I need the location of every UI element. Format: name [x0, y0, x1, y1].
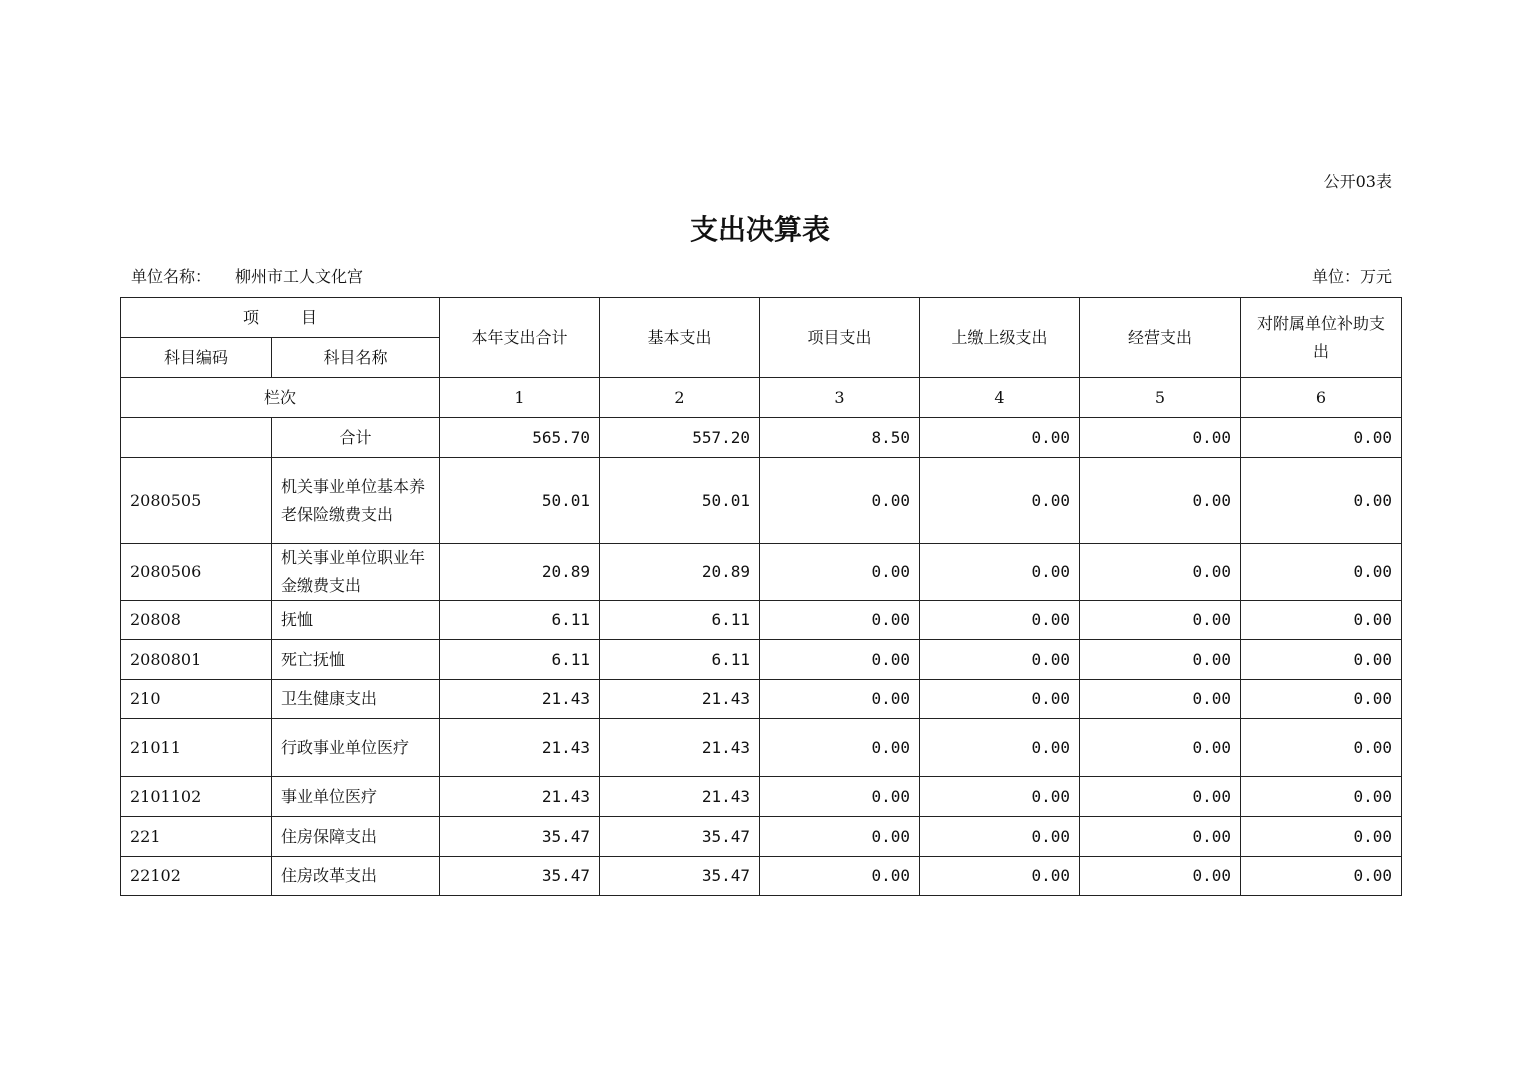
header-col-3: 项目支出	[760, 298, 920, 378]
header-col-2: 基本支出	[600, 298, 760, 378]
header-col-1: 本年支出合计	[440, 298, 600, 378]
row-name: 行政事业单位医疗	[272, 719, 440, 777]
row-value: 0.00	[1080, 817, 1241, 857]
page-title: 支出决算表	[689, 213, 830, 246]
row-code: 2080505	[121, 458, 272, 544]
row-value: 0.00	[1241, 817, 1402, 857]
row-value: 35.47	[440, 817, 600, 857]
row-value: 0.00	[760, 458, 920, 544]
row-code: 221	[121, 817, 272, 857]
row-value: 35.47	[600, 857, 760, 896]
table-row	[121, 817, 1402, 857]
row-name: 死亡抚恤	[272, 640, 440, 680]
col-num-6: 6	[1241, 378, 1402, 418]
row-value: 0.00	[1080, 458, 1241, 544]
row-value: 0.00	[760, 680, 920, 719]
row-value: 35.47	[440, 857, 600, 896]
total-name: 合计	[272, 418, 440, 458]
row-value: 6.11	[600, 640, 760, 680]
row-name: 机关事业单位职业年金缴费支出	[272, 544, 440, 601]
header-col-4: 上缴上级支出	[920, 298, 1080, 378]
row-name: 抚恤	[272, 601, 440, 640]
row-value: 0.00	[1080, 640, 1241, 680]
row-value: 21.43	[600, 777, 760, 817]
total-value-2: 557.20	[600, 418, 760, 458]
header-item-part2: 目	[301, 307, 318, 327]
table-row	[121, 777, 1402, 817]
table-row	[121, 544, 1402, 601]
row-value: 0.00	[920, 640, 1080, 680]
table-row	[121, 601, 1402, 640]
row-value: 6.11	[440, 640, 600, 680]
row-code: 2080506	[121, 544, 272, 601]
col-num-2: 2	[600, 378, 760, 418]
row-code: 210	[121, 680, 272, 719]
row-value: 0.00	[920, 601, 1080, 640]
row-value: 0.00	[920, 458, 1080, 544]
row-name: 住房改革支出	[272, 857, 440, 896]
table-row	[121, 857, 1402, 896]
lanci-label: 栏次	[121, 378, 440, 418]
row-value: 0.00	[1241, 777, 1402, 817]
row-value: 0.00	[1080, 777, 1241, 817]
row-value: 21.43	[440, 719, 600, 777]
row-value: 21.43	[600, 719, 760, 777]
col-num-5: 5	[1080, 378, 1241, 418]
row-value: 0.00	[760, 817, 920, 857]
row-value: 0.00	[1080, 680, 1241, 719]
header-code: 科目编码	[121, 338, 272, 378]
row-value: 0.00	[1080, 719, 1241, 777]
lanci-row	[121, 378, 1402, 418]
row-value: 50.01	[600, 458, 760, 544]
total-value-4: 0.00	[920, 418, 1080, 458]
row-value: 0.00	[1241, 544, 1402, 601]
header-col-6: 对附属单位补助支出	[1241, 298, 1402, 378]
row-value: 0.00	[920, 719, 1080, 777]
row-value: 20.89	[600, 544, 760, 601]
row-name: 事业单位医疗	[272, 777, 440, 817]
col-num-4: 4	[920, 378, 1080, 418]
row-value: 21.43	[440, 680, 600, 719]
row-code: 21011	[121, 719, 272, 777]
row-value: 0.00	[760, 601, 920, 640]
row-value: 0.00	[760, 857, 920, 896]
row-value: 0.00	[760, 777, 920, 817]
header-row-1	[121, 298, 1402, 338]
row-value: 0.00	[920, 777, 1080, 817]
row-value: 0.00	[1080, 544, 1241, 601]
row-code: 22102	[121, 857, 272, 896]
unit-of-measure: 单位：万元	[1311, 267, 1392, 286]
row-value: 6.11	[600, 601, 760, 640]
row-value: 0.00	[1241, 857, 1402, 896]
row-value: 6.11	[440, 601, 600, 640]
header-item	[121, 298, 440, 338]
row-name: 卫生健康支出	[272, 680, 440, 719]
col-num-1: 1	[440, 378, 600, 418]
row-value: 0.00	[760, 719, 920, 777]
row-value: 20.89	[440, 544, 600, 601]
form-number: 公开03表	[1323, 172, 1392, 191]
unit-name-line	[131, 267, 363, 287]
row-value: 0.00	[920, 544, 1080, 601]
row-value: 0.00	[760, 640, 920, 680]
row-value: 21.43	[440, 777, 600, 817]
row-name: 机关事业单位基本养老保险缴费支出	[272, 458, 440, 544]
table-row	[121, 680, 1402, 719]
total-value-6: 0.00	[1241, 418, 1402, 458]
row-value: 0.00	[920, 680, 1080, 719]
table-row	[121, 640, 1402, 680]
row-code: 20808	[121, 601, 272, 640]
table-row	[121, 458, 1402, 544]
table-row	[121, 719, 1402, 777]
unit-name-value: 柳州市工人文化宫	[235, 267, 364, 286]
row-code: 2080801	[121, 640, 272, 680]
row-code: 2101102	[121, 777, 272, 817]
row-value: 0.00	[1080, 601, 1241, 640]
row-value: 0.00	[1241, 458, 1402, 544]
row-name: 住房保障支出	[272, 817, 440, 857]
total-value-5: 0.00	[1080, 418, 1241, 458]
row-value: 50.01	[440, 458, 600, 544]
expenditure-table	[120, 297, 1402, 896]
row-value: 0.00	[1241, 601, 1402, 640]
row-value: 35.47	[600, 817, 760, 857]
row-value: 0.00	[1241, 680, 1402, 719]
total-value-1: 565.70	[440, 418, 600, 458]
row-value: 0.00	[1241, 640, 1402, 680]
header-item-part1: 项	[242, 307, 259, 327]
header-col-5: 经营支出	[1080, 298, 1241, 378]
row-value: 21.43	[600, 680, 760, 719]
row-value: 0.00	[1080, 857, 1241, 896]
row-value: 0.00	[760, 544, 920, 601]
total-row	[121, 418, 1402, 458]
total-value-3: 8.50	[760, 418, 920, 458]
header-name: 科目名称	[272, 338, 440, 378]
row-value: 0.00	[920, 817, 1080, 857]
total-code	[121, 418, 272, 458]
unit-name-label: 单位名称：	[131, 267, 212, 286]
col-num-3: 3	[760, 378, 920, 418]
row-value: 0.00	[1241, 719, 1402, 777]
row-value: 0.00	[920, 857, 1080, 896]
